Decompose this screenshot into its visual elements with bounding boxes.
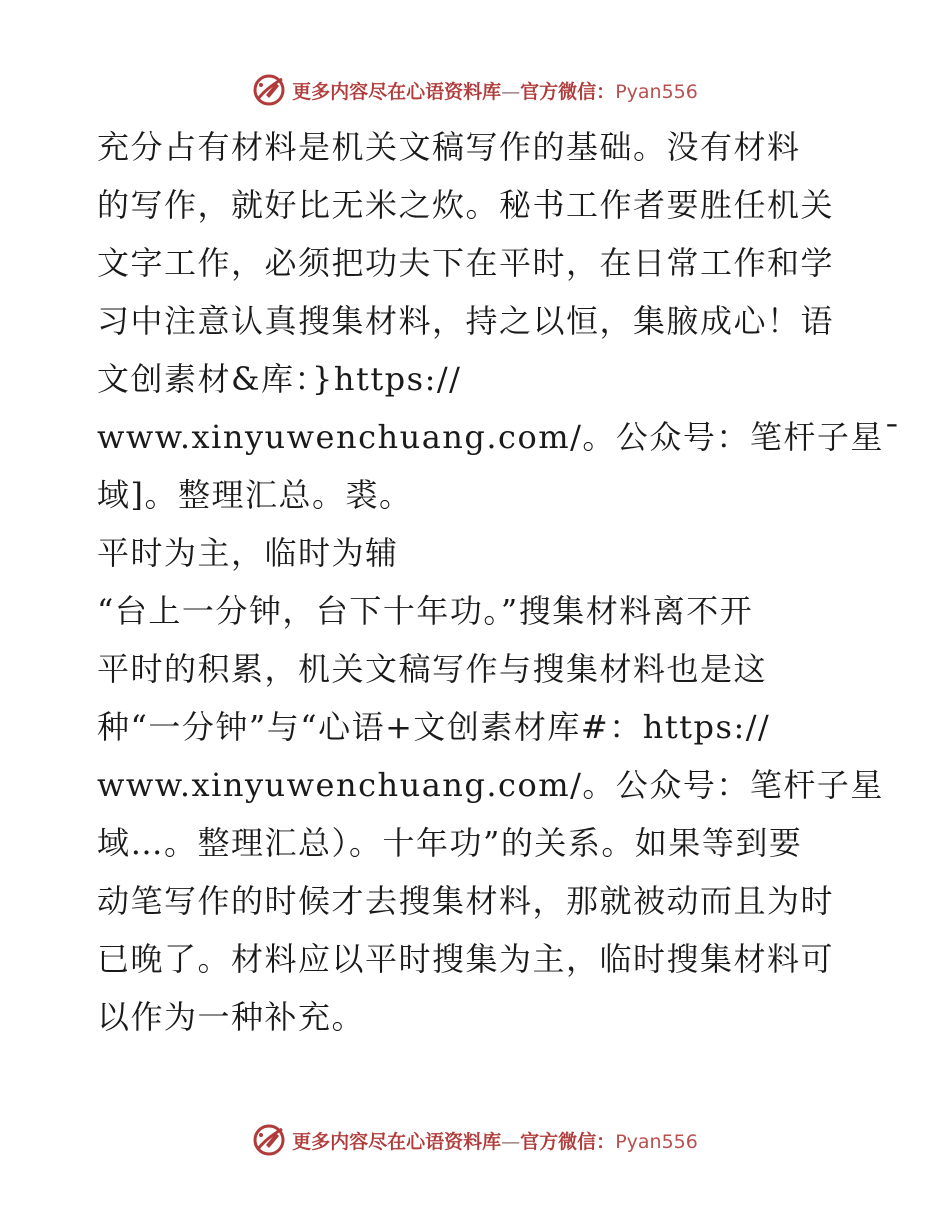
footer-banner bbox=[0, 1120, 950, 1160]
section-heading: 平时为主，临时为辅 bbox=[97, 534, 399, 572]
banner-wechat-id: Pyan556 bbox=[615, 80, 698, 103]
banner-wechat-label: 官方微信： bbox=[520, 1130, 616, 1153]
text-line: www.xinyuwenchuang.com/。公众号：笔杆子星 bbox=[97, 766, 884, 804]
banner-text bbox=[292, 1127, 698, 1154]
text-line: 平时的积累，机关文稿写作与搜集材料也是这 bbox=[97, 650, 768, 688]
text-line: 域]。整理汇总。裘。 bbox=[97, 476, 413, 514]
pen-logo-icon bbox=[252, 1123, 286, 1157]
text-line: “台上一分钟，台下十年功。”搜集材料离不开 bbox=[97, 592, 754, 630]
text-line: 文创素材&库：}https:// bbox=[97, 360, 462, 398]
text-line: 已晚了。材料应以平时搜集为主，临时搜集材料可 bbox=[97, 940, 835, 978]
pen-logo-icon bbox=[252, 73, 286, 107]
banner-wechat-id: Pyan556 bbox=[615, 1130, 698, 1153]
text-line: 充分占有材料是机关文稿写作的基础。没有材料 bbox=[97, 128, 801, 166]
banner-brand: 更多内容尽在心语资料库 bbox=[292, 80, 502, 103]
text-line: www.xinyuwenchuang.com/。公众号：笔杆子星¯ bbox=[97, 418, 902, 456]
text-line: 动笔写作的时候才去搜集材料，那就被动而且为时 bbox=[97, 882, 835, 920]
banner-dash: — bbox=[501, 80, 521, 103]
banner-wechat-label: 官方微信： bbox=[520, 80, 616, 103]
header-banner bbox=[0, 70, 950, 110]
banner-text bbox=[292, 77, 698, 104]
banner-brand: 更多内容尽在心语资料库 bbox=[292, 1130, 502, 1153]
text-line: 文字工作，必须把功夫下在平时，在日常工作和学 bbox=[97, 244, 835, 282]
footer-banner-inner bbox=[252, 1123, 698, 1157]
banner-dash: — bbox=[501, 1130, 521, 1153]
text-line: 以作为一种补充。 bbox=[97, 998, 366, 1036]
document-body bbox=[97, 118, 902, 1046]
text-line: 习中注意认真搜集材料，持之以恒，集腋成心！语 bbox=[97, 302, 835, 340]
text-line: 种“一分钟”与“心语+文创素材库#：https:// bbox=[97, 708, 771, 746]
header-banner-inner bbox=[252, 73, 698, 107]
text-line: 域…。整理汇总）。十年功”的关系。如果等到要 bbox=[97, 824, 803, 862]
text-line: 的写作，就好比无米之炊。秘书工作者要胜任机关 bbox=[97, 186, 835, 224]
